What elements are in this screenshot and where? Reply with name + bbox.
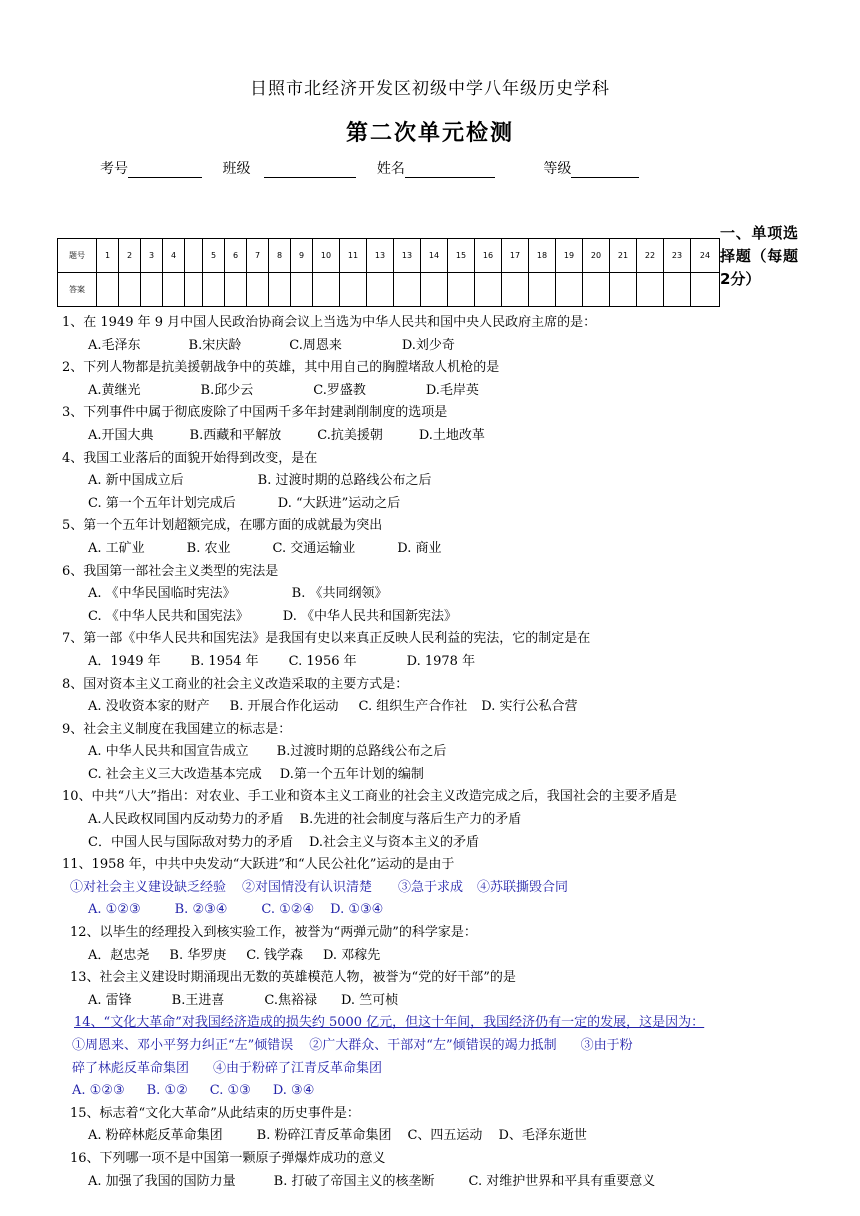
question-number-cell: 22: [637, 239, 664, 273]
question-stem: 2、下列人物都是抗美援朝战争中的英雄，其中用自己的胸膛堵敌人机枪的是: [62, 360, 500, 376]
answer-option[interactable]: C.抗美援朝: [317, 427, 383, 443]
answer-cell[interactable]: [119, 273, 141, 307]
answer-option[interactable]: A．1949 年: [88, 653, 161, 669]
answer-cell[interactable]: [185, 273, 203, 307]
question-stem: 5、第一个五年计划超额完成，在哪方面的成就最为突出: [62, 518, 383, 534]
question-number-cell: 20: [583, 239, 610, 273]
answer-option[interactable]: A.人民政权同国内反动势力的矛盾: [88, 812, 284, 828]
question-stem: 9、社会主义制度在我国建立的标志是：: [62, 721, 292, 737]
exam-number-field[interactable]: [128, 163, 202, 178]
answer-option[interactable]: B. 华罗庚: [169, 947, 227, 963]
question-number-cell: 5: [203, 239, 225, 273]
answer-option[interactable]: C. 《中华人民共和国宪法》: [88, 608, 249, 624]
class-label: 班级: [222, 161, 251, 177]
option-line: [62, 741, 802, 764]
answer-option[interactable]: ④苏联撕毁合同: [477, 879, 569, 895]
grade-label: 等级: [543, 161, 572, 177]
question-number-cell: 15: [448, 239, 475, 273]
question-number-cell: 7: [247, 239, 269, 273]
answer-option[interactable]: ③急于求成: [398, 879, 464, 895]
option-line: [62, 583, 802, 606]
answer-option[interactable]: C. 组织生产合作社: [358, 699, 468, 715]
answer-cell[interactable]: [97, 273, 119, 307]
answer-option[interactable]: B. ②③④: [174, 902, 228, 918]
answer-option[interactable]: A. 工矿业: [88, 540, 145, 556]
answer-option[interactable]: C. 第一个五年计划完成后: [88, 495, 236, 511]
option-line: [62, 651, 802, 674]
answer-option[interactable]: D. 1978 年: [406, 653, 476, 669]
question-number-cell: 8: [269, 239, 291, 273]
answer-cell[interactable]: [163, 273, 185, 307]
answer-option[interactable]: ②对国情没有认识清楚: [242, 879, 373, 895]
answer-option[interactable]: ①对社会主义建设缺乏经验: [70, 879, 227, 895]
answer-option[interactable]: C.罗盛教: [313, 382, 366, 398]
answer-cell[interactable]: [475, 273, 502, 307]
answer-option[interactable]: B.邱少云: [200, 382, 254, 398]
option-line: [62, 899, 802, 922]
answer-option[interactable]: A. 雷锋: [88, 992, 132, 1008]
question-stem: 16、下列哪一项不是中国第一颗原子弹爆炸成功的意义: [70, 1150, 386, 1166]
question-stem: 14、“文化大革命”对我国经济造成的损失约 5000 亿元，但这十年间，我国经济仍有一定的发展，这是因为：: [74, 1015, 705, 1031]
question-list: [62, 312, 802, 1193]
answer-option[interactable]: D.刘少奇: [401, 337, 455, 353]
question-stem: 11、1958 年，中共中央发动“大跃进”和“人民公社化”运动的是由于: [62, 857, 455, 873]
question-number-cell: 23: [664, 239, 691, 273]
question-number-cell: [185, 239, 203, 273]
question-number-cell: 3: [141, 239, 163, 273]
student-info-row: [100, 158, 639, 178]
answer-option[interactable]: D. ③④: [272, 1083, 315, 1099]
option-line: [62, 1125, 802, 1148]
question-stem: 4、我国工业落后的面貌开始得到改变，是在: [62, 450, 318, 466]
question-number-cell: 18: [529, 239, 556, 273]
question-number-cell: 1: [97, 239, 119, 273]
answer-cell[interactable]: [664, 273, 691, 307]
answer-option[interactable]: C. ①②④: [261, 902, 315, 918]
option-line: [62, 945, 802, 968]
answer-option[interactable]: C．中国人民与国际敌对势力的矛盾: [88, 834, 293, 850]
answer-option[interactable]: A. 加强了我国的国防力量: [88, 1173, 236, 1189]
answer-option[interactable]: ③由于粉: [580, 1038, 633, 1053]
option-line: [62, 538, 802, 561]
question-number-cell: 19: [556, 239, 583, 273]
answer-cell[interactable]: [313, 273, 340, 307]
school-name: 日照市北经济开发区初级中学八年级历史学科: [250, 79, 610, 99]
answer-option[interactable]: C. 1956 年: [288, 653, 357, 669]
answer-option[interactable]: ②广大群众、干部对“左”倾错误的竭力抵制: [309, 1038, 557, 1053]
answer-option[interactable]: B.王进喜: [171, 992, 225, 1008]
question-number-cell: 13: [394, 239, 421, 273]
exam-number-label: 考号: [100, 161, 128, 177]
answer-option[interactable]: A. ①②③: [88, 902, 141, 918]
question-stem: 1、在 1949 年 9 月中国人民政治协商会议上当选为中华人民共和国中央人民政府主席的是：: [62, 315, 597, 330]
answer-cell[interactable]: [141, 273, 163, 307]
question-stem: 3、下列事件中属于彻底废除了中国两千多年封建剥削制度的选项是: [62, 405, 448, 421]
answer-option[interactable]: C、四五运动: [407, 1128, 483, 1144]
answer-table: [57, 238, 720, 307]
option-line: [62, 425, 802, 448]
answer-option[interactable]: B. 打破了帝国主义的核垄断: [273, 1173, 435, 1189]
answer-option[interactable]: A.毛泽东: [88, 337, 141, 353]
question-stem: 7、第一部《中华人民共和国宪法》是我国有史以来真正反映人民利益的宪法，它的制定是在: [62, 631, 591, 647]
answer-option[interactable]: A．赵忠尧: [88, 947, 150, 963]
answer-cell[interactable]: [691, 273, 720, 307]
answer-option[interactable]: B.过渡时期的总路线公布之后: [276, 744, 447, 760]
answer-cell[interactable]: [269, 273, 291, 307]
answer-option[interactable]: D.毛岸英: [425, 382, 479, 398]
answer-option[interactable]: A.黄继光: [88, 382, 141, 398]
answer-row-label: 答案: [58, 273, 97, 307]
answer-option[interactable]: D. ①③④: [330, 902, 384, 918]
question-number-cell: 9: [291, 239, 313, 273]
answer-option[interactable]: A. 粉碎林彪反革命集团: [88, 1128, 223, 1144]
class-field[interactable]: [264, 163, 356, 178]
option-line: [62, 696, 802, 719]
answer-option[interactable]: D. “大跃进”运动之后: [277, 495, 401, 511]
answer-option[interactable]: D. 竺可桢: [340, 992, 399, 1008]
option-line: [62, 335, 802, 358]
answer-cell[interactable]: [340, 273, 367, 307]
option-line: [62, 380, 802, 403]
answer-option[interactable]: C.焦裕禄: [264, 992, 317, 1008]
answer-cell[interactable]: [367, 273, 394, 307]
question-number-cell: 11: [340, 239, 367, 273]
answer-cell[interactable]: [637, 273, 664, 307]
answer-option[interactable]: B.先进的社会制度与落后生产力的矛盾: [299, 812, 522, 828]
answer-cell[interactable]: [502, 273, 529, 307]
answer-cell[interactable]: [556, 273, 583, 307]
option-line: [62, 764, 802, 787]
option-line: [62, 1171, 802, 1194]
exam-title: 第二次单元检测: [345, 120, 514, 146]
question-stem: 10、中共“八大”指出：对农业、手工业和资本主义工商业的社会主义改造完成之后，我国社会的主要矛盾是: [62, 789, 677, 805]
answer-option[interactable]: 碎了林彪反革命集团: [72, 1060, 190, 1076]
answer-option[interactable]: A. 新中国成立后: [88, 473, 184, 489]
answer-option[interactable]: B. 1954 年: [190, 653, 259, 669]
option-line: [62, 470, 802, 493]
option-line: [62, 809, 802, 832]
name-label: 姓名: [376, 161, 405, 177]
answer-option[interactable]: B. 开展合作化运动: [229, 699, 339, 715]
answer-option[interactable]: D、毛泽东逝世: [498, 1128, 587, 1144]
answer-option[interactable]: D. 《中华人民共和国新宪法》: [282, 608, 457, 624]
question-number-cell: 24: [691, 239, 720, 273]
answer-option[interactable]: C. 交通运输业: [272, 540, 356, 556]
answer-option[interactable]: ④由于粉碎了江青反革命集团: [213, 1060, 383, 1076]
option-line: [62, 1058, 802, 1081]
option-line: [62, 877, 802, 900]
question-stem: 13、社会主义建设时期涌现出无数的英雄模范人物，被誉为“党的好干部”的是: [70, 970, 516, 986]
answer-cell[interactable]: [203, 273, 225, 307]
question-number-cell: 4: [163, 239, 185, 273]
question-number-cell: 13: [367, 239, 394, 273]
name-field[interactable]: [405, 163, 495, 178]
question-stem: 8、国对资本主义工商业的社会主义改造采取的主要方式是：: [62, 676, 409, 692]
answer-option[interactable]: B. 过渡时期的总路线公布之后: [257, 473, 432, 489]
answer-option[interactable]: B.宋庆龄: [188, 337, 242, 353]
question-stem: 6、我国第一部社会主义类型的宪法是: [62, 563, 279, 579]
answer-cell[interactable]: [448, 273, 475, 307]
option-line: [62, 990, 802, 1013]
question-number-cell: 16: [475, 239, 502, 273]
answer-option[interactable]: C. 钱学森: [246, 947, 303, 963]
question-stem: 15、标志着“文化大革命”从此结束的历史事件是：: [70, 1105, 360, 1121]
answer-option[interactable]: B. ①②: [146, 1083, 188, 1099]
answer-option[interactable]: C. ①③: [209, 1083, 251, 1099]
answer-option[interactable]: D.第一个五年计划的编制: [279, 766, 424, 782]
answer-option[interactable]: A. 《中华民国临时宪法》: [88, 586, 236, 602]
answer-cell[interactable]: [610, 273, 637, 307]
section-heading: 一、单项选择题（每题2分）: [720, 224, 798, 288]
answer-cell[interactable]: [529, 273, 556, 307]
answer-option[interactable]: B. 农业: [186, 540, 231, 556]
number-row-label: 题号: [58, 239, 97, 273]
answer-option[interactable]: C. 社会主义三大改造基本完成: [88, 766, 262, 782]
option-line: [62, 606, 802, 629]
option-line: [62, 832, 802, 855]
answer-option[interactable]: A. 中华人民共和国宣告成立: [88, 744, 249, 760]
answer-option[interactable]: A. 没收资本家的财产: [88, 699, 210, 715]
question-number-cell: 10: [313, 239, 340, 273]
question-number-cell: 14: [421, 239, 448, 273]
answer-option[interactable]: C. 对维护世界和平具有重要意义: [468, 1173, 656, 1189]
option-line: [62, 493, 802, 516]
question-number-cell: 6: [225, 239, 247, 273]
answer-option[interactable]: D. 实行公私合营: [481, 699, 578, 715]
answer-option[interactable]: B.西藏和平解放: [189, 427, 282, 443]
option-line: [62, 1080, 802, 1103]
answer-option[interactable]: B. 《共同纲领》: [291, 586, 388, 602]
grade-field[interactable]: [571, 163, 639, 178]
answer-cell[interactable]: [394, 273, 421, 307]
answer-option[interactable]: B. 粉碎江青反革命集团: [256, 1128, 392, 1144]
question-stem: 12、以毕生的经理投入到核实验工作，被誉为“两弹元勋”的科学家是：: [70, 925, 477, 941]
question-number-cell: 2: [119, 239, 141, 273]
answer-option[interactable]: D.土地改革: [418, 427, 485, 443]
answer-cell[interactable]: [291, 273, 313, 307]
answer-cell[interactable]: [225, 273, 247, 307]
answer-option[interactable]: C.周恩来: [289, 337, 342, 353]
answer-option[interactable]: D. 邓稼先: [322, 947, 381, 963]
answer-cell[interactable]: [247, 273, 269, 307]
option-line: [62, 1035, 802, 1058]
answer-option[interactable]: A.开国大典: [88, 427, 154, 443]
answer-option[interactable]: D. 商业: [397, 540, 442, 556]
answer-cell[interactable]: [421, 273, 448, 307]
answer-option[interactable]: D.社会主义与资本主义的矛盾: [308, 834, 480, 850]
answer-option[interactable]: ①周恩来、邓小平努力纠正“左”倾错误: [72, 1038, 294, 1053]
question-number-cell: 21: [610, 239, 637, 273]
answer-option[interactable]: A. ①②③: [72, 1083, 125, 1099]
answer-cell[interactable]: [583, 273, 610, 307]
question-number-cell: 17: [502, 239, 529, 273]
